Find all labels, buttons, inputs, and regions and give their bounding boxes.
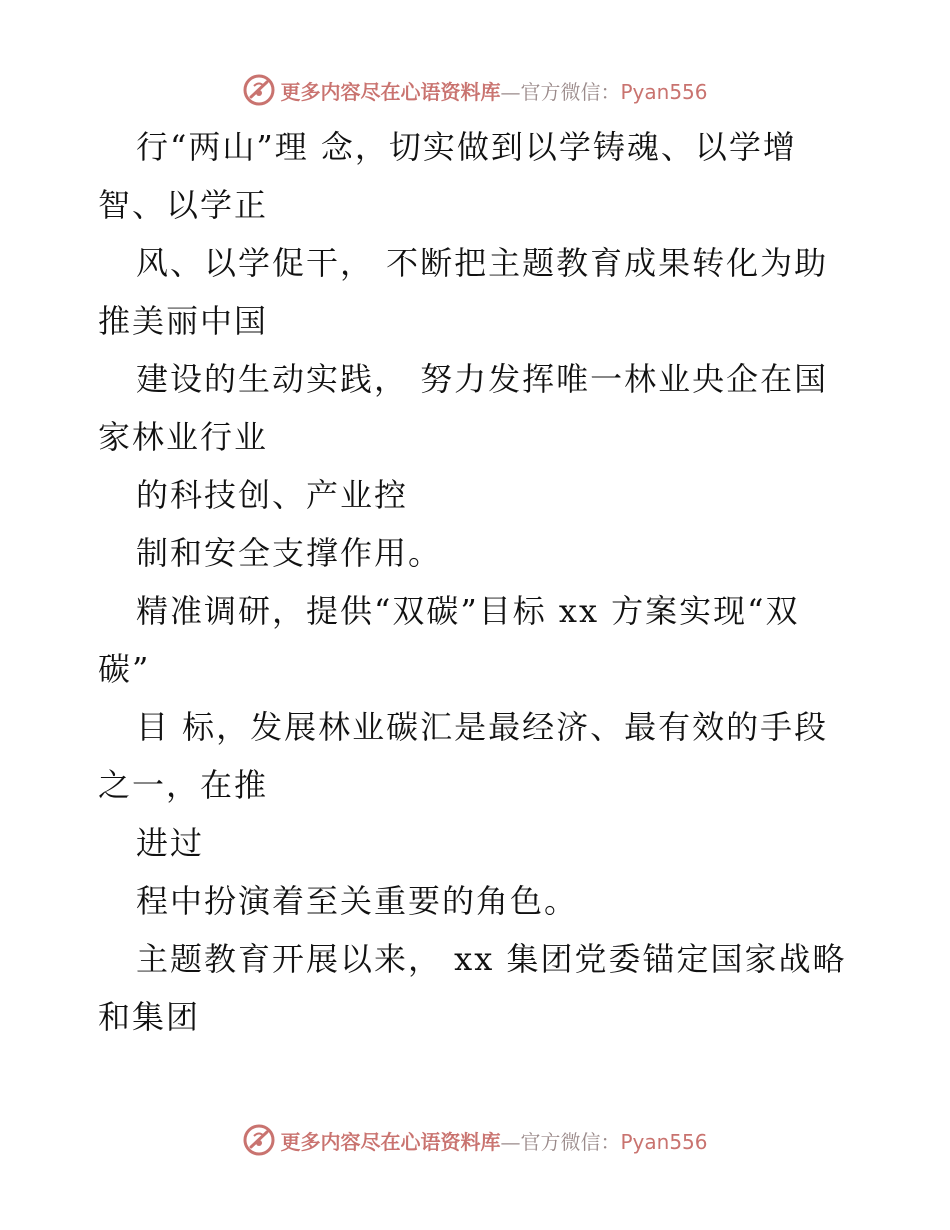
body-line: 推美丽中国 [98, 302, 269, 340]
watermark-dash: — [500, 79, 521, 104]
watermark-dash: — [500, 1129, 521, 1154]
body-line: 智、以学正 [98, 186, 269, 224]
header-watermark [0, 70, 950, 110]
body-line: 进过 [136, 824, 205, 862]
body-line: 行“两山”理 念，切实做到以学铸魂、以学增 [136, 128, 797, 166]
watermark-brand: 更多内容尽在心语资料库 [280, 79, 501, 104]
body-line: 的科技创、产业控 [136, 476, 409, 514]
body-line: 主题教育开展以来， xx 集团党委锚定国家战略 [136, 940, 847, 978]
seal-logo-icon [242, 1123, 276, 1157]
seal-logo-icon [242, 73, 276, 107]
watermark-text [280, 1126, 707, 1155]
body-line: 精准调研，提供“双碳”目标 xx 方案实现“双 [136, 592, 800, 630]
body-line: 之一，在推 [98, 766, 269, 804]
body-line: 目 标，发展林业碳汇是最经济、最有效的手段 [136, 708, 829, 746]
watermark-official: 官方微信： [520, 79, 621, 104]
body-line: 和集团 [98, 998, 201, 1036]
watermark-official: 官方微信： [520, 1129, 621, 1154]
document-body [98, 118, 868, 1046]
watermark-id: Pyan556 [620, 1129, 708, 1154]
body-line: 程中扮演着至关重要的角色。 [136, 882, 579, 920]
watermark-brand: 更多内容尽在心语资料库 [280, 1129, 501, 1154]
watermark-id: Pyan556 [620, 79, 708, 104]
body-line: 家林业行业 [98, 418, 269, 456]
watermark-text [280, 76, 707, 105]
body-line: 建设的生动实践， 努力发挥唯一林业央企在国 [136, 360, 829, 398]
body-line: 碳” [98, 650, 151, 688]
body-line: 制和安全支撑作用。 [136, 534, 443, 572]
body-line: 风、以学促干， 不断把主题教育成果转化为助 [136, 244, 829, 282]
footer-watermark [0, 1120, 950, 1160]
